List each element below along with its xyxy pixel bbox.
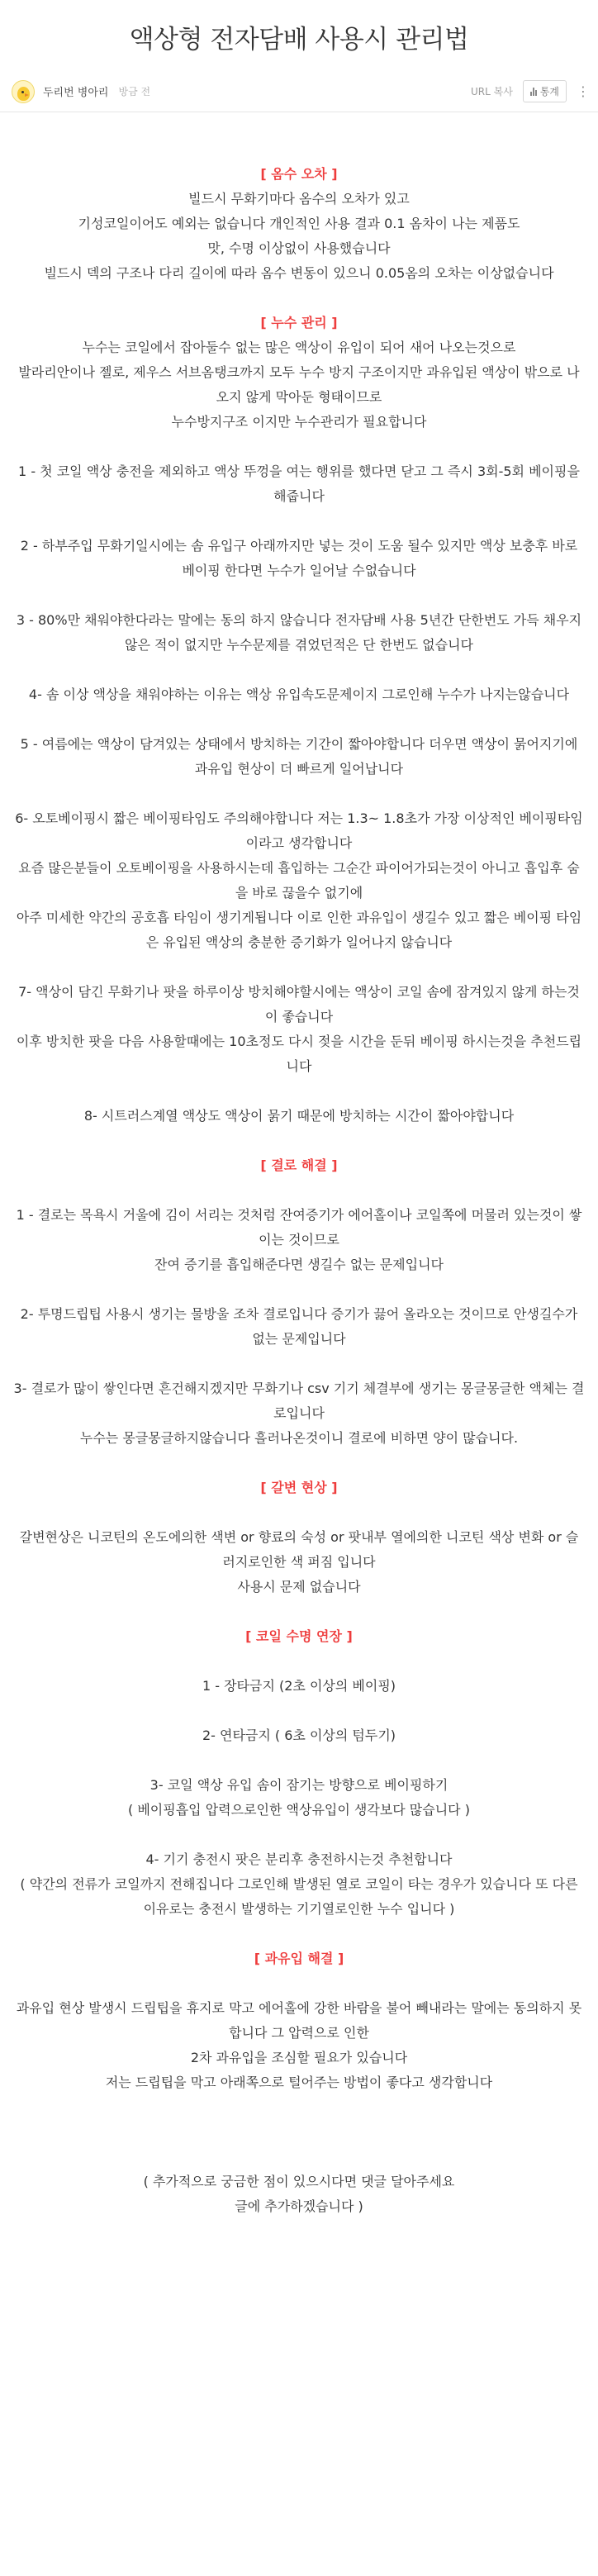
list-item: 3- 코일 액상 유입 솜이 잠기는 방향으로 베이핑하기	[150, 1777, 448, 1793]
section-heading-overflow: [ 과유입 해결 ]	[254, 1951, 344, 1966]
list-item: 아주 미세한 약간의 공호흡 타임이 생기게됩니다 이로 인한 과유입이 생길수 있고 짧은 베이핑 타임은 유입된 액상의 충분한 증기화가 일어나지 않습니다	[16, 910, 582, 950]
chick-beak	[25, 93, 29, 97]
stats-label: 통계	[539, 86, 559, 97]
paragraph: 누수는 코일에서 잡아둘수 없는 많은 액상이 유입이 되어 새어 나오는것으로	[82, 340, 516, 355]
avatar[interactable]	[12, 80, 35, 103]
spacer	[13, 955, 585, 980]
list-item: 이후 방치한 팟을 다음 사용할때에는 10초정도 다시 젖을 시간을 둔뒤 베이핑 하시는것을 추천드립니다	[16, 1034, 582, 1074]
spacer	[13, 1922, 585, 1946]
spacer	[13, 1599, 585, 1624]
section-heading-condensation: [ 결로 해결 ]	[260, 1157, 338, 1173]
post-meta-bar	[0, 71, 598, 112]
list-item: 4- 기기 충전시 팟은 분리후 충전하시는것 추천합니다	[145, 1851, 453, 1867]
list-item: 8- 시트러스계열 액상도 액상이 묽기 때문에 방치하는 시간이 짧아야합니다	[83, 1108, 515, 1124]
spacer	[13, 1823, 585, 1847]
chick-eye	[21, 91, 24, 93]
spacer	[13, 1079, 585, 1104]
spacer	[13, 435, 585, 459]
list-item: 3 - 80%만 채워야한다라는 말에는 동의 하지 않습니다 전자담배 사용 5년간 단한번도 가득 채우지 않은 적이 없지만 누수문제를 겪었던적은 단 한번도 없습니다	[16, 612, 582, 653]
spacer	[13, 1451, 585, 1476]
paragraph: 누수방지구조 이지만 누수관리가 필요합니다	[171, 414, 427, 430]
spacer	[13, 1178, 585, 1203]
section-heading-discoloration: [ 갈변 현상 ]	[260, 1480, 338, 1495]
list-item: ( 베이핑흡입 압력으로인한 액상유입이 생각보다 많습니다 )	[128, 1802, 470, 1818]
spacer	[13, 1277, 585, 1302]
paragraph: 갈변현상은 니코틴의 온도에의한 색변 or 향료의 숙성 or 팟내부 열에의한 니코틴 색상 변화 or 슬러지로인한 색 퍼짐 입니다	[19, 1529, 579, 1570]
stats-button[interactable]	[523, 80, 567, 102]
footer-note: 글에 추가하겠습니다 )	[235, 2198, 363, 2214]
section-heading-coil-life: [ 코일 수명 연장 ]	[245, 1628, 353, 1644]
section-heading-ohm-error: [ 옴수 오차 ]	[260, 166, 338, 182]
spacer	[13, 2095, 585, 2120]
list-item: 5 - 여름에는 액상이 담겨있는 상태에서 방치하는 기간이 짧아야합니다 더우면 액상이 묽어지기에 과유입 현상이 더 빠르게 일어납니다	[20, 736, 578, 777]
spacer	[13, 2120, 585, 2145]
post-time: 방금 전	[118, 86, 151, 97]
author-name[interactable]: 두리번 병아리	[43, 87, 109, 99]
footer-note: ( 추가적으로 궁금한 점이 있으시다면 댓글 달아주세요	[143, 2174, 455, 2189]
spacer	[13, 707, 585, 732]
paragraph: 빌드시 덱의 구조나 다리 길이에 따라 옴수 변동이 있으니 0.05옴의 오차는 이상없습니다	[44, 265, 554, 281]
list-item: 6- 오토베이핑시 짧은 베이핑타임도 주의해야합니다 저는 1.3~ 1.8초가 가장 이상적인 베이핑타임이라고 생각합니다	[15, 810, 583, 851]
list-item: 7- 액상이 담긴 무화기나 팟을 하루이상 방치해야할시에는 액상이 코일 솜에 잠겨있지 않게 하는것이 좋습니다	[18, 984, 580, 1024]
list-item: 잔여 증기를 흡입해준다면 생길수 없는 문제입니다	[154, 1257, 444, 1272]
list-item: 3- 결로가 많이 쌓인다면 흔건해지겠지만 무화기나 csv 기기 체결부에 생기는 몽글몽글한 액체는 결로입니다	[13, 1381, 585, 1421]
list-item: 4- 솜 이상 액상을 채워야하는 이유는 액상 유입속도문제이지 그로인해 누수가 나지는않습니다	[28, 687, 570, 702]
list-item: ( 약간의 전류가 코일까지 전해집니다 그로인해 발생된 열로 코일이 타는 경우가 있습니다 또 다른 이유로는 충전시 발생하는 기기열로인한 누수 입니다 )	[20, 1876, 578, 1917]
paragraph: 사용시 문제 없습니다	[237, 1579, 361, 1595]
list-item: 누수는 몽글몽글하지않습니다 흘러나온것이니 결로에 비하면 양이 많습니다.	[79, 1430, 519, 1446]
spacer	[13, 583, 585, 608]
spacer	[13, 2145, 585, 2170]
paragraph: 맛, 수명 이상없이 사용했습니다	[207, 240, 391, 256]
list-item: 2 - 하부주입 무화기일시에는 솜 유입구 아래까지만 넣는 것이 도움 될수 있지만 액상 보충후 바로 베이핑 한다면 누수가 일어날 수없습니다	[20, 538, 578, 578]
post-body	[0, 162, 598, 2219]
list-item: 1 - 장타금지 (2초 이상의 베이핑)	[202, 1678, 396, 1694]
list-item: 1 - 첫 코일 액상 충전을 제외하고 액상 뚜껑을 여는 행위를 했다면 닫고 그 즉시 3회-5회 베이핑을 해줍니다	[18, 463, 580, 504]
spacer	[13, 1352, 585, 1376]
paragraph: 빌드시 무화기마다 옴수의 오차가 있고	[188, 191, 410, 207]
spacer	[13, 286, 585, 311]
spacer	[13, 1971, 585, 1996]
more-options-icon[interactable]: ⋮	[577, 83, 590, 99]
spacer	[13, 1699, 585, 1723]
list-item: 1 - 결로는 목욕시 거울에 김이 서리는 것처럼 잔여증기가 에어홀이나 코일쪽에 머물러 있는것이 쌓이는 것이므로	[16, 1207, 582, 1248]
paragraph: 과유입 현상 발생시 드립팁을 휴지로 막고 에어홀에 강한 바람을 불어 빼내라는 말에는 동의하지 못합니다 그 압력으로 인한	[16, 2000, 582, 2041]
paragraph: 발라리안이나 젤로, 제우스 서브옴탱크까지 모두 누수 방지 구조이지만 과유입된 액상이 밖으로 나오지 않게 막아둔 형태이므로	[18, 364, 580, 405]
spacer	[13, 509, 585, 534]
url-copy-button[interactable]: URL 복사	[471, 86, 513, 97]
list-item: 2- 연타금지 ( 6초 이상의 텀두기)	[202, 1728, 396, 1743]
list-item: 요즘 많은분들이 오토베이핑을 사용하시는데 흡입하는 그순간 파이어가되는것이 아니고 흡입후 숨을 바로 끊을수 없기에	[18, 860, 580, 901]
paragraph: 2차 과유입을 조심할 필요가 있습니다	[190, 2050, 408, 2065]
bar-chart-icon	[530, 88, 537, 96]
spacer	[13, 1129, 585, 1153]
section-heading-leak: [ 누수 관리 ]	[260, 315, 338, 330]
list-item: 2- 투명드립팁 사용시 생기는 물방울 조차 결로입니다 증기가 끓어 올라오는 것이므로 안생길수가 없는 문제입니다	[20, 1306, 578, 1347]
spacer	[13, 658, 585, 682]
paragraph: 기성코일이어도 예외는 없습니다 개인적인 사용 결과 0.1 옴차이 나는 제품도	[78, 216, 520, 231]
spacer	[13, 782, 585, 806]
post-title: 액상형 전자담배 사용시 관리법	[129, 25, 469, 55]
spacer	[13, 1500, 585, 1525]
spacer	[13, 1649, 585, 1674]
spacer	[13, 1748, 585, 1773]
paragraph: 저는 드립팁을 막고 아래쪽으로 털어주는 방법이 좋다고 생각합니다	[105, 2075, 493, 2090]
